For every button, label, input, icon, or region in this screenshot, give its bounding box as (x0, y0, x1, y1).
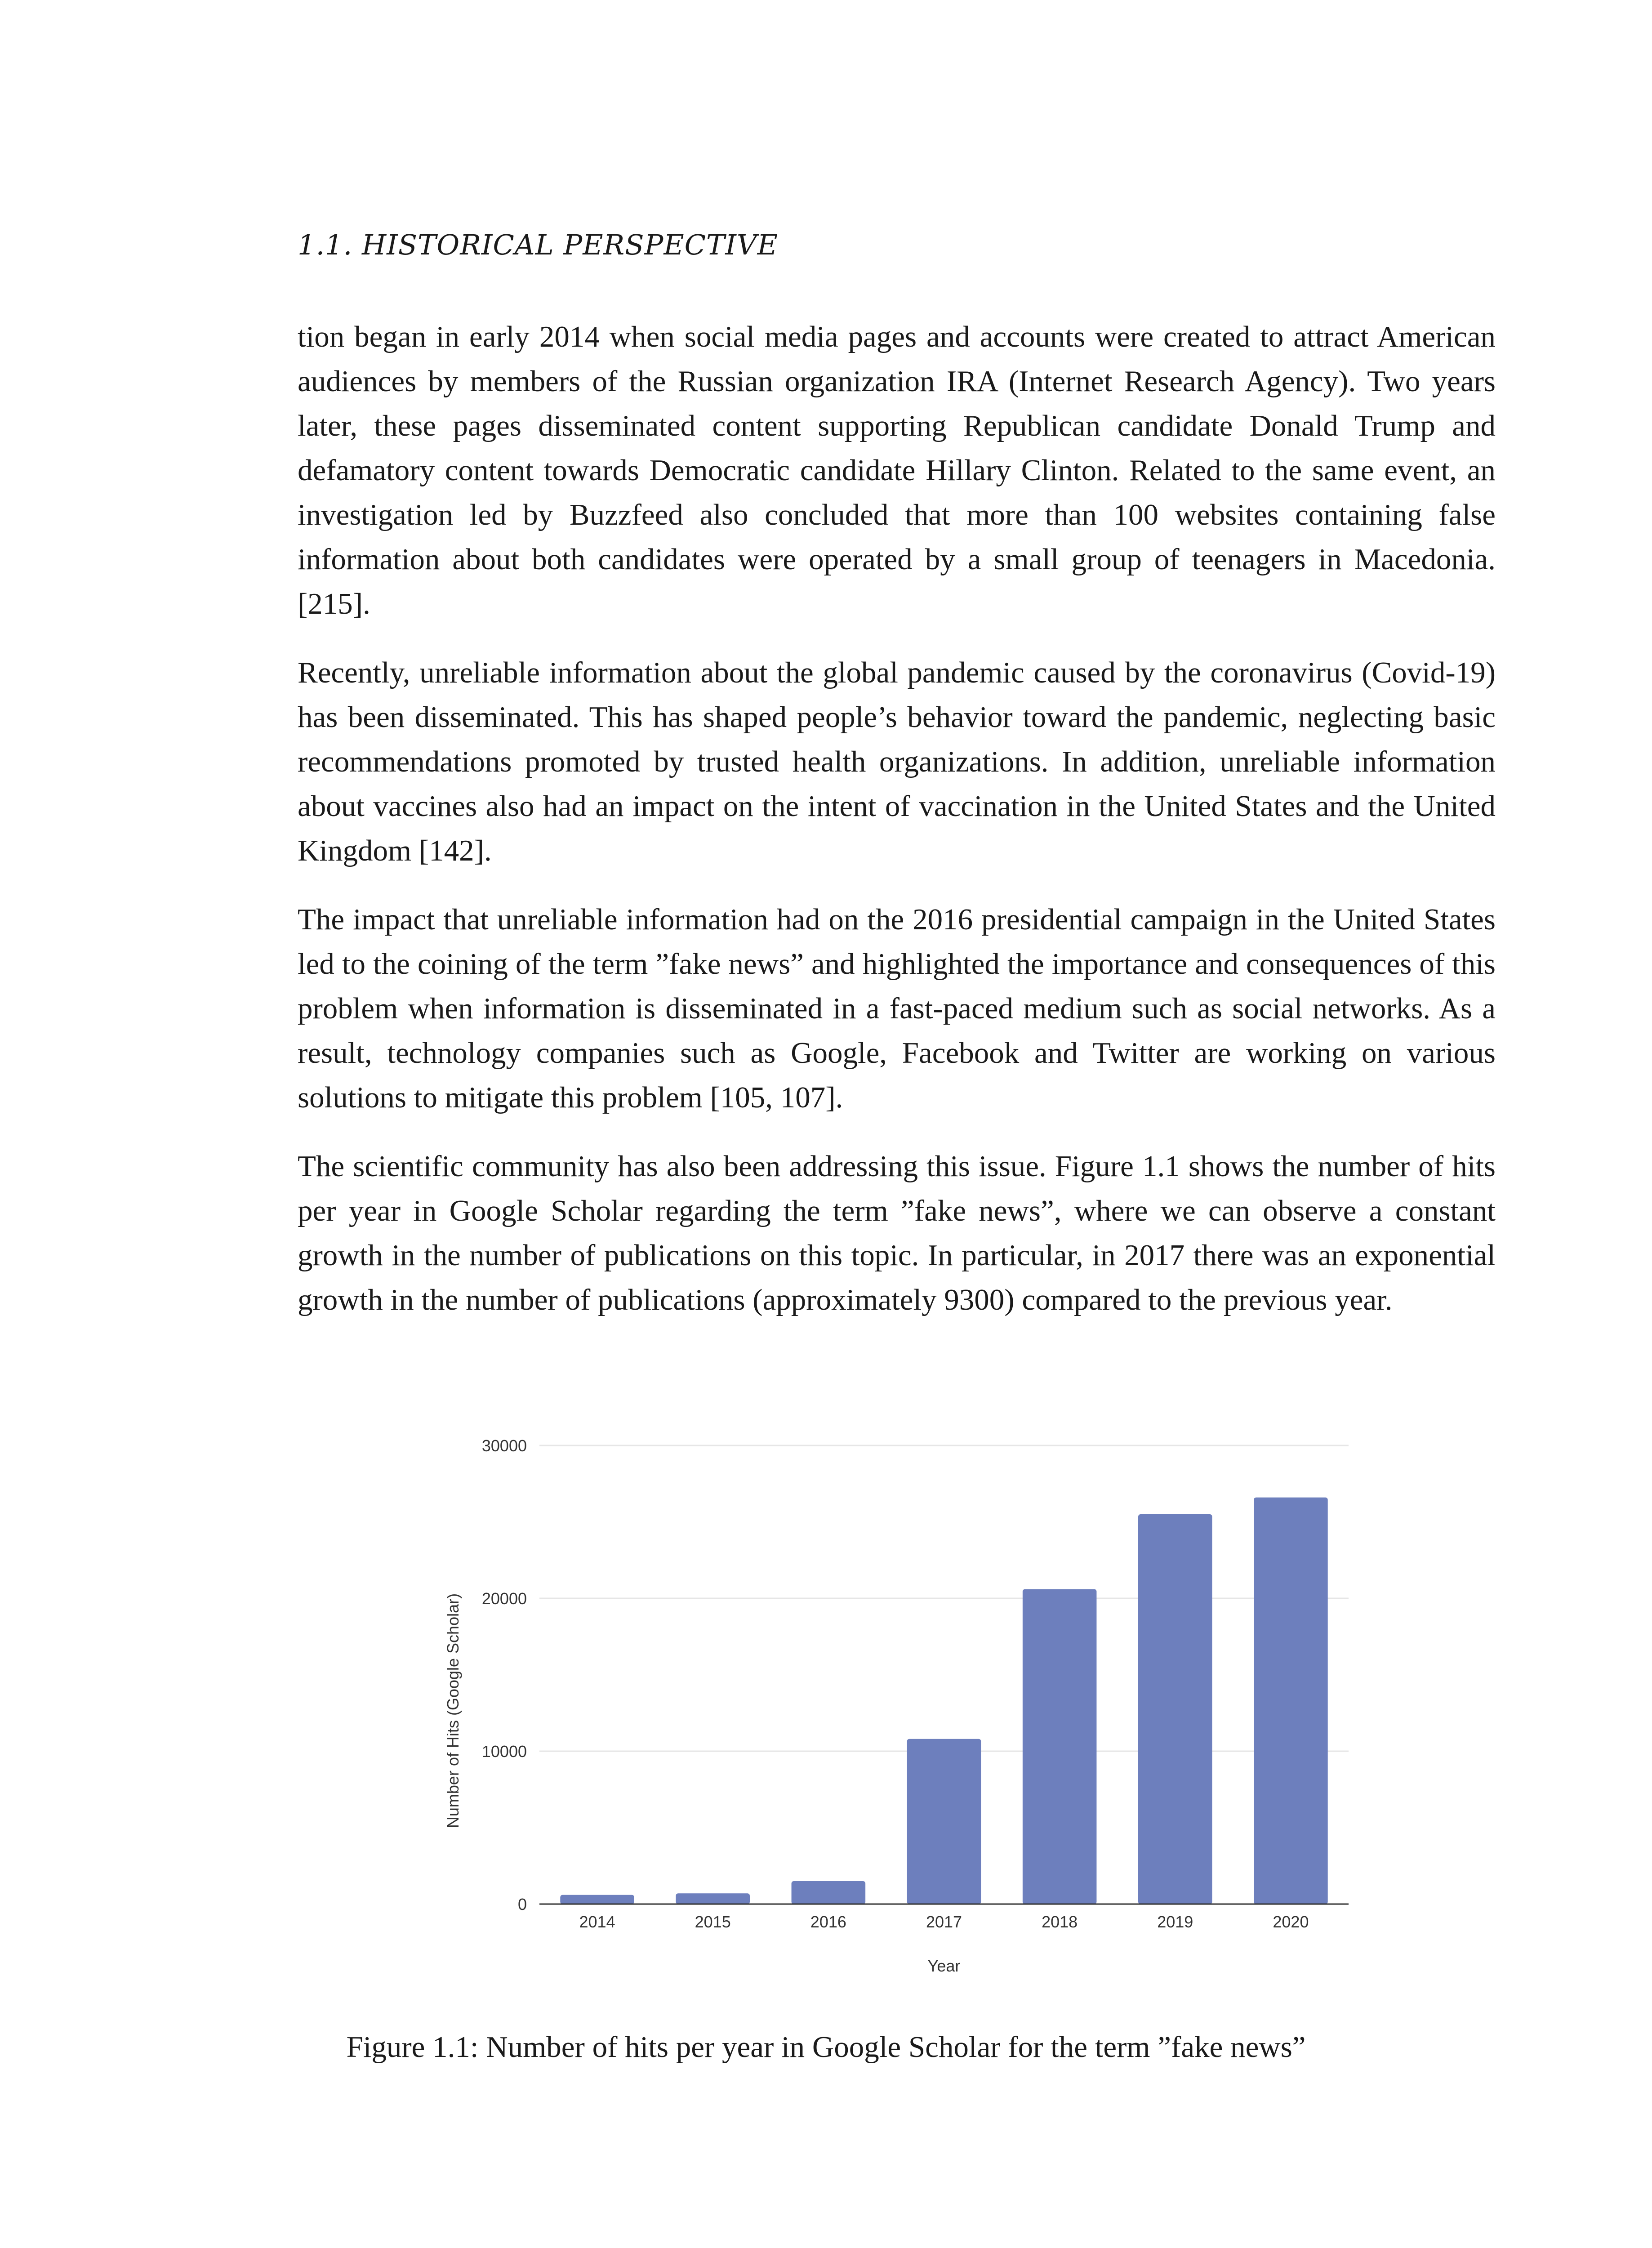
x-tick-label: 2019 (1157, 1913, 1193, 1931)
bar (676, 1893, 750, 1904)
bar (1138, 1514, 1212, 1904)
bar-chart (432, 1412, 1367, 1996)
running-header: 1.1. HISTORICAL PERSPECTIVE (298, 228, 778, 261)
y-tick-label: 10000 (481, 1742, 527, 1761)
x-tick-label: 2018 (1042, 1913, 1078, 1931)
paragraph-3: The impact that unreliable information had on the 2016 presidential campaign in the United States led to the coining of the term ”fake news” and highlighted the importance and consequences of this problem when information is disseminated in a fast-paced medium such as social networks. As a result, technology companies such as Google, Facebook and Twitter are working on various solutions to mitigate this problem [105, 107]. (298, 903, 1496, 1114)
y-tick-label: 0 (517, 1895, 527, 1913)
paragraph-2: Recently, unreliable information about the global pandemic caused by the coronavirus (Covid-19) has been disseminated. This has shaped people’s behavior toward the pandemic, neglecting basic recommendations promoted by trusted health organizations. In addition, unreliable information about vaccines also had an impact on the intent of vaccination in the United States and the United Kingdom [142]. (298, 656, 1496, 867)
figure-caption: Figure 1.1: Number of hits per year in Google Scholar for the term ”fake news” (346, 2030, 1306, 2064)
x-tick-label: 2020 (1273, 1913, 1309, 1931)
chart-svg (432, 1412, 1367, 1996)
paragraph-4: The scientific community has also been addressing this issue. Figure 1.1 shows the number of hits per year in Google Scholar regarding the term ”fake news”, where we can observe a constant growth in the number of publications on this topic. In particular, in 2017 there was an exponential growth in the number of publications (approximately 9300) compared to the previous year. (298, 1150, 1496, 1316)
y-tick-label: 20000 (481, 1589, 527, 1608)
bar (560, 1895, 634, 1904)
x-tick-label: 2015 (695, 1913, 731, 1931)
body-text (298, 315, 1496, 1347)
x-tick-label: 2017 (926, 1913, 962, 1931)
bar (1254, 1498, 1328, 1904)
x-tick-label: 2016 (810, 1913, 846, 1931)
bar (907, 1739, 981, 1904)
x-axis-title: Year (927, 1957, 961, 1975)
bar (1023, 1589, 1097, 1904)
paragraph-1: tion began in early 2014 when social media pages and accounts were created to attract American audiences by members of the Russian organization IRA (Internet Research Agency). Two years later, these pages disseminated content supporting Republican candidate Donald Trump and defamatory content towards Democratic candidate Hillary Clinton. Related to the same event, an investigation led by Buzzfeed also concluded that more than 100 websites containing false information about both candidates were operated by a small group of teenagers in Macedonia. [215]. (298, 320, 1496, 620)
bar (792, 1881, 866, 1904)
y-tick-label: 30000 (481, 1436, 527, 1455)
y-axis-title: Number of Hits (Google Scholar) (444, 1593, 462, 1829)
x-tick-label: 2014 (579, 1913, 615, 1931)
